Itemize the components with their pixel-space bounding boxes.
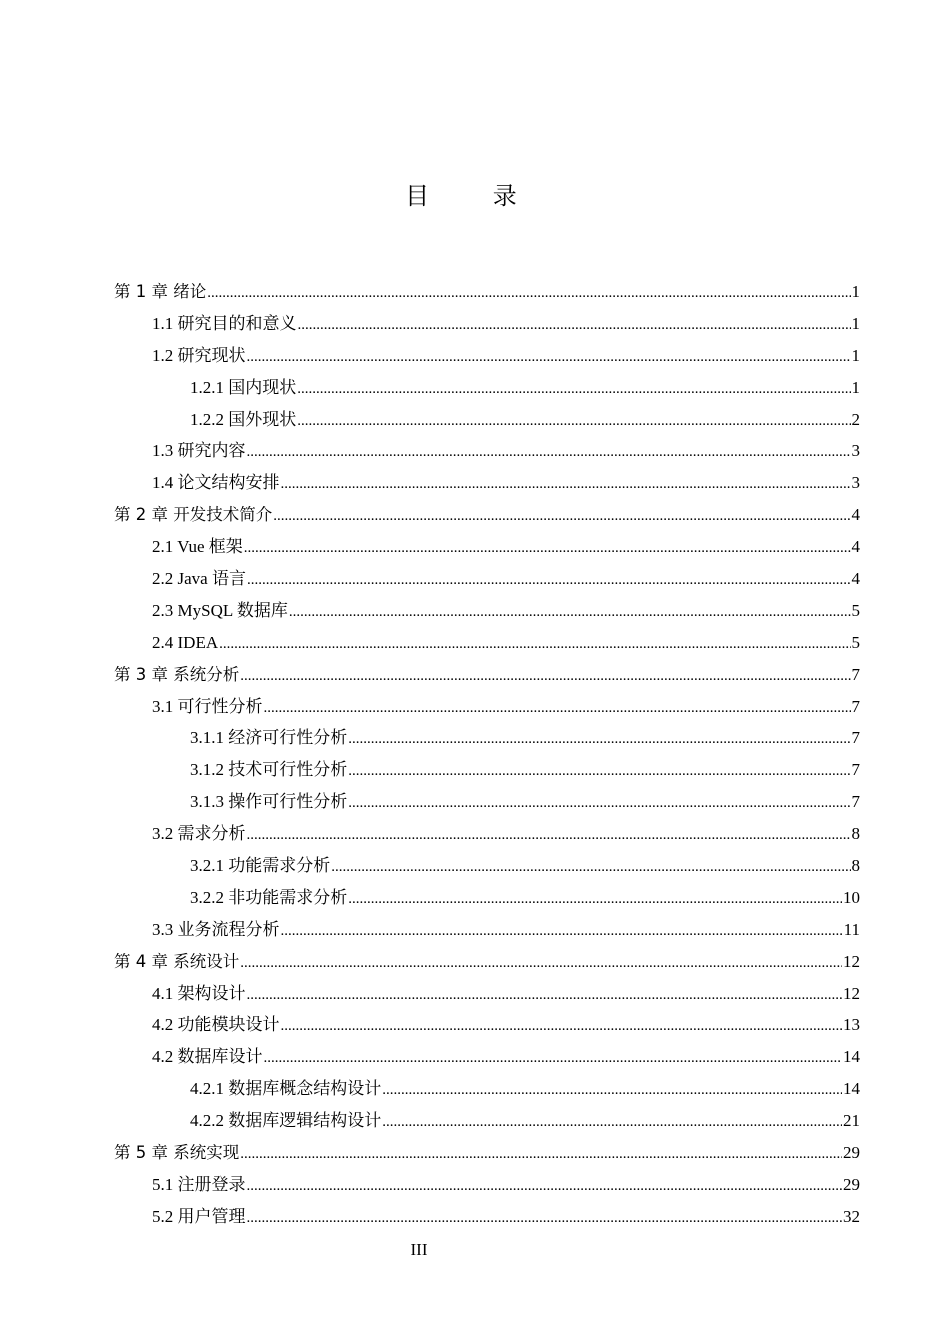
toc-entry-page: 11: [843, 919, 860, 939]
dot-leader: [247, 340, 851, 374]
toc-entry[interactable]: [114, 308, 860, 340]
toc-entry-page: 8: [851, 856, 860, 876]
toc-entry-page: 29: [843, 1174, 860, 1194]
toc-entry-title: 4.2 功能模块设计: [152, 1015, 280, 1035]
toc-entry-page: 3: [851, 441, 860, 461]
toc-entry[interactable]: [114, 786, 860, 818]
toc-entry-title: 2.2 Java 语言: [152, 569, 246, 589]
toc-entry-page: 21: [843, 1111, 860, 1131]
toc-entry[interactable]: [114, 659, 860, 691]
toc-entry[interactable]: [114, 435, 860, 467]
toc-title: 目 录: [405, 182, 545, 210]
dot-leader: [348, 786, 850, 820]
toc-entry-title: 3.2 需求分析: [152, 824, 246, 844]
dot-leader: [348, 722, 850, 756]
toc-entry[interactable]: [114, 595, 860, 627]
toc-entry[interactable]: [114, 372, 860, 404]
toc-entry-page: 4: [851, 537, 860, 557]
dot-leader: [382, 1073, 842, 1107]
toc-entry-title: 3.2.1 功能需求分析: [190, 856, 331, 876]
toc-entry-page: 14: [843, 1079, 860, 1099]
toc-entry-title: 第 1 章 绪论: [114, 282, 207, 301]
dot-leader: [289, 595, 851, 629]
dot-leader: [281, 467, 851, 501]
toc-entry-title: 4.2 数据库设计: [152, 1047, 263, 1067]
page-number-footer: III: [410, 1240, 428, 1259]
dot-leader: [273, 499, 850, 533]
toc-entry-title: 4.2.1 数据库概念结构设计: [190, 1079, 382, 1099]
toc-entry-page: 10: [843, 887, 860, 907]
toc-entry-title: 5.2 用户管理: [152, 1206, 246, 1226]
dot-leader: [207, 276, 850, 310]
toc-entry-page: 14: [843, 1047, 860, 1067]
toc-entry-page: 1: [851, 313, 860, 333]
toc-entry-title: 2.1 Vue 框架: [152, 537, 243, 557]
toc-entry-page: 29: [843, 1143, 860, 1163]
toc-entry-title: 5.1 注册登录: [152, 1174, 246, 1194]
toc-entry-title: 3.1.2 技术可行性分析: [190, 760, 348, 780]
toc-entry[interactable]: [114, 946, 860, 978]
toc-entry-page: 7: [851, 792, 860, 812]
toc-entry-page: 12: [843, 951, 860, 971]
toc-entry[interactable]: [114, 1041, 860, 1073]
dot-leader: [247, 1169, 843, 1203]
toc-entry[interactable]: [114, 1073, 860, 1105]
dot-leader: [348, 882, 842, 916]
toc-entry-page: 5: [851, 632, 860, 652]
toc-entry-title: 2.4 IDEA: [152, 632, 219, 652]
toc-entry-title: 第 4 章 系统设计: [114, 951, 240, 971]
table-of-contents: [114, 276, 860, 1233]
dot-leader: [240, 946, 842, 980]
toc-entry-title: 3.1.3 操作可行性分析: [190, 792, 348, 812]
toc-entry[interactable]: [114, 276, 860, 308]
dot-leader: [297, 404, 850, 438]
dot-leader: [219, 627, 850, 661]
toc-entry[interactable]: [114, 914, 860, 946]
toc-entry-page: 7: [851, 728, 860, 748]
toc-entry[interactable]: [114, 1009, 860, 1041]
toc-entry-title: 1.2.1 国内现状: [190, 377, 297, 397]
dot-leader: [247, 435, 851, 469]
toc-entry[interactable]: [114, 563, 860, 595]
dot-leader: [264, 1041, 843, 1075]
toc-entry-page: 3: [851, 473, 860, 493]
dot-leader: [247, 1201, 843, 1235]
dot-leader: [264, 691, 851, 725]
dot-leader: [247, 563, 851, 597]
toc-entry[interactable]: [114, 882, 860, 914]
toc-entry-page: 4: [851, 569, 860, 589]
toc-entry-title: 3.3 业务流程分析: [152, 919, 280, 939]
toc-entry-page: 2: [851, 409, 860, 429]
toc-entry-title: 4.1 架构设计: [152, 983, 246, 1003]
toc-entry-page: 8: [851, 824, 860, 844]
toc-entry[interactable]: [114, 754, 860, 786]
toc-entry[interactable]: [114, 1137, 860, 1169]
toc-entry[interactable]: [114, 340, 860, 372]
toc-entry[interactable]: [114, 1201, 860, 1233]
toc-entry-page: 7: [851, 760, 860, 780]
toc-entry[interactable]: [114, 722, 860, 754]
toc-entry-page: 12: [843, 983, 860, 1003]
toc-entry-page: 1: [851, 345, 860, 365]
toc-entry-page: 32: [843, 1206, 860, 1226]
toc-entry-title: 1.2.2 国外现状: [190, 409, 297, 429]
dot-leader: [298, 308, 851, 342]
toc-entry[interactable]: [114, 850, 860, 882]
toc-entry-title: 1.3 研究内容: [152, 441, 246, 461]
toc-entry-title: 第 3 章 系统分析: [114, 664, 240, 684]
toc-entry-title: 3.2.2 非功能需求分析: [190, 887, 348, 907]
toc-entry-page: 4: [851, 505, 860, 525]
toc-entry-title: 第 2 章 开发技术简介: [114, 505, 273, 525]
toc-entry-title: 1.4 论文结构安排: [152, 473, 280, 493]
dot-leader: [244, 531, 851, 565]
dot-leader: [247, 978, 843, 1012]
dot-leader: [281, 1009, 843, 1043]
toc-entry-title: 1.1 研究目的和意义: [152, 313, 297, 333]
toc-entry[interactable]: [114, 531, 860, 563]
toc-entry-title: 4.2.2 数据库逻辑结构设计: [190, 1111, 382, 1131]
toc-entry-page: 7: [851, 696, 860, 716]
dot-leader: [348, 754, 850, 788]
toc-entry[interactable]: [114, 1105, 860, 1137]
toc-entry-page: 1: [851, 377, 860, 397]
toc-entry[interactable]: [114, 467, 860, 499]
toc-entry[interactable]: [114, 691, 860, 723]
dot-leader: [297, 372, 850, 406]
toc-entry[interactable]: [114, 818, 860, 850]
dot-leader: [240, 1137, 842, 1171]
toc-entry-title: 3.1 可行性分析: [152, 696, 263, 716]
dot-leader: [247, 818, 851, 852]
dot-leader: [331, 850, 850, 884]
toc-entry-page: 13: [843, 1015, 860, 1035]
toc-entry-title: 3.1.1 经济可行性分析: [190, 728, 348, 748]
dot-leader: [382, 1105, 842, 1139]
dot-leader: [281, 914, 843, 948]
dot-leader: [240, 659, 850, 693]
toc-entry[interactable]: [114, 627, 860, 659]
toc-entry[interactable]: [114, 499, 860, 531]
toc-entry[interactable]: [114, 978, 860, 1010]
toc-entry-page: 5: [851, 600, 860, 620]
toc-entry-title: 第 5 章 系统实现: [114, 1143, 240, 1163]
toc-entry[interactable]: [114, 404, 860, 436]
toc-entry[interactable]: [114, 1169, 860, 1201]
toc-entry-page: 1: [851, 282, 860, 301]
toc-entry-title: 2.3 MySQL 数据库: [152, 600, 288, 620]
toc-entry-page: 7: [851, 664, 860, 684]
toc-entry-title: 1.2 研究现状: [152, 345, 246, 365]
